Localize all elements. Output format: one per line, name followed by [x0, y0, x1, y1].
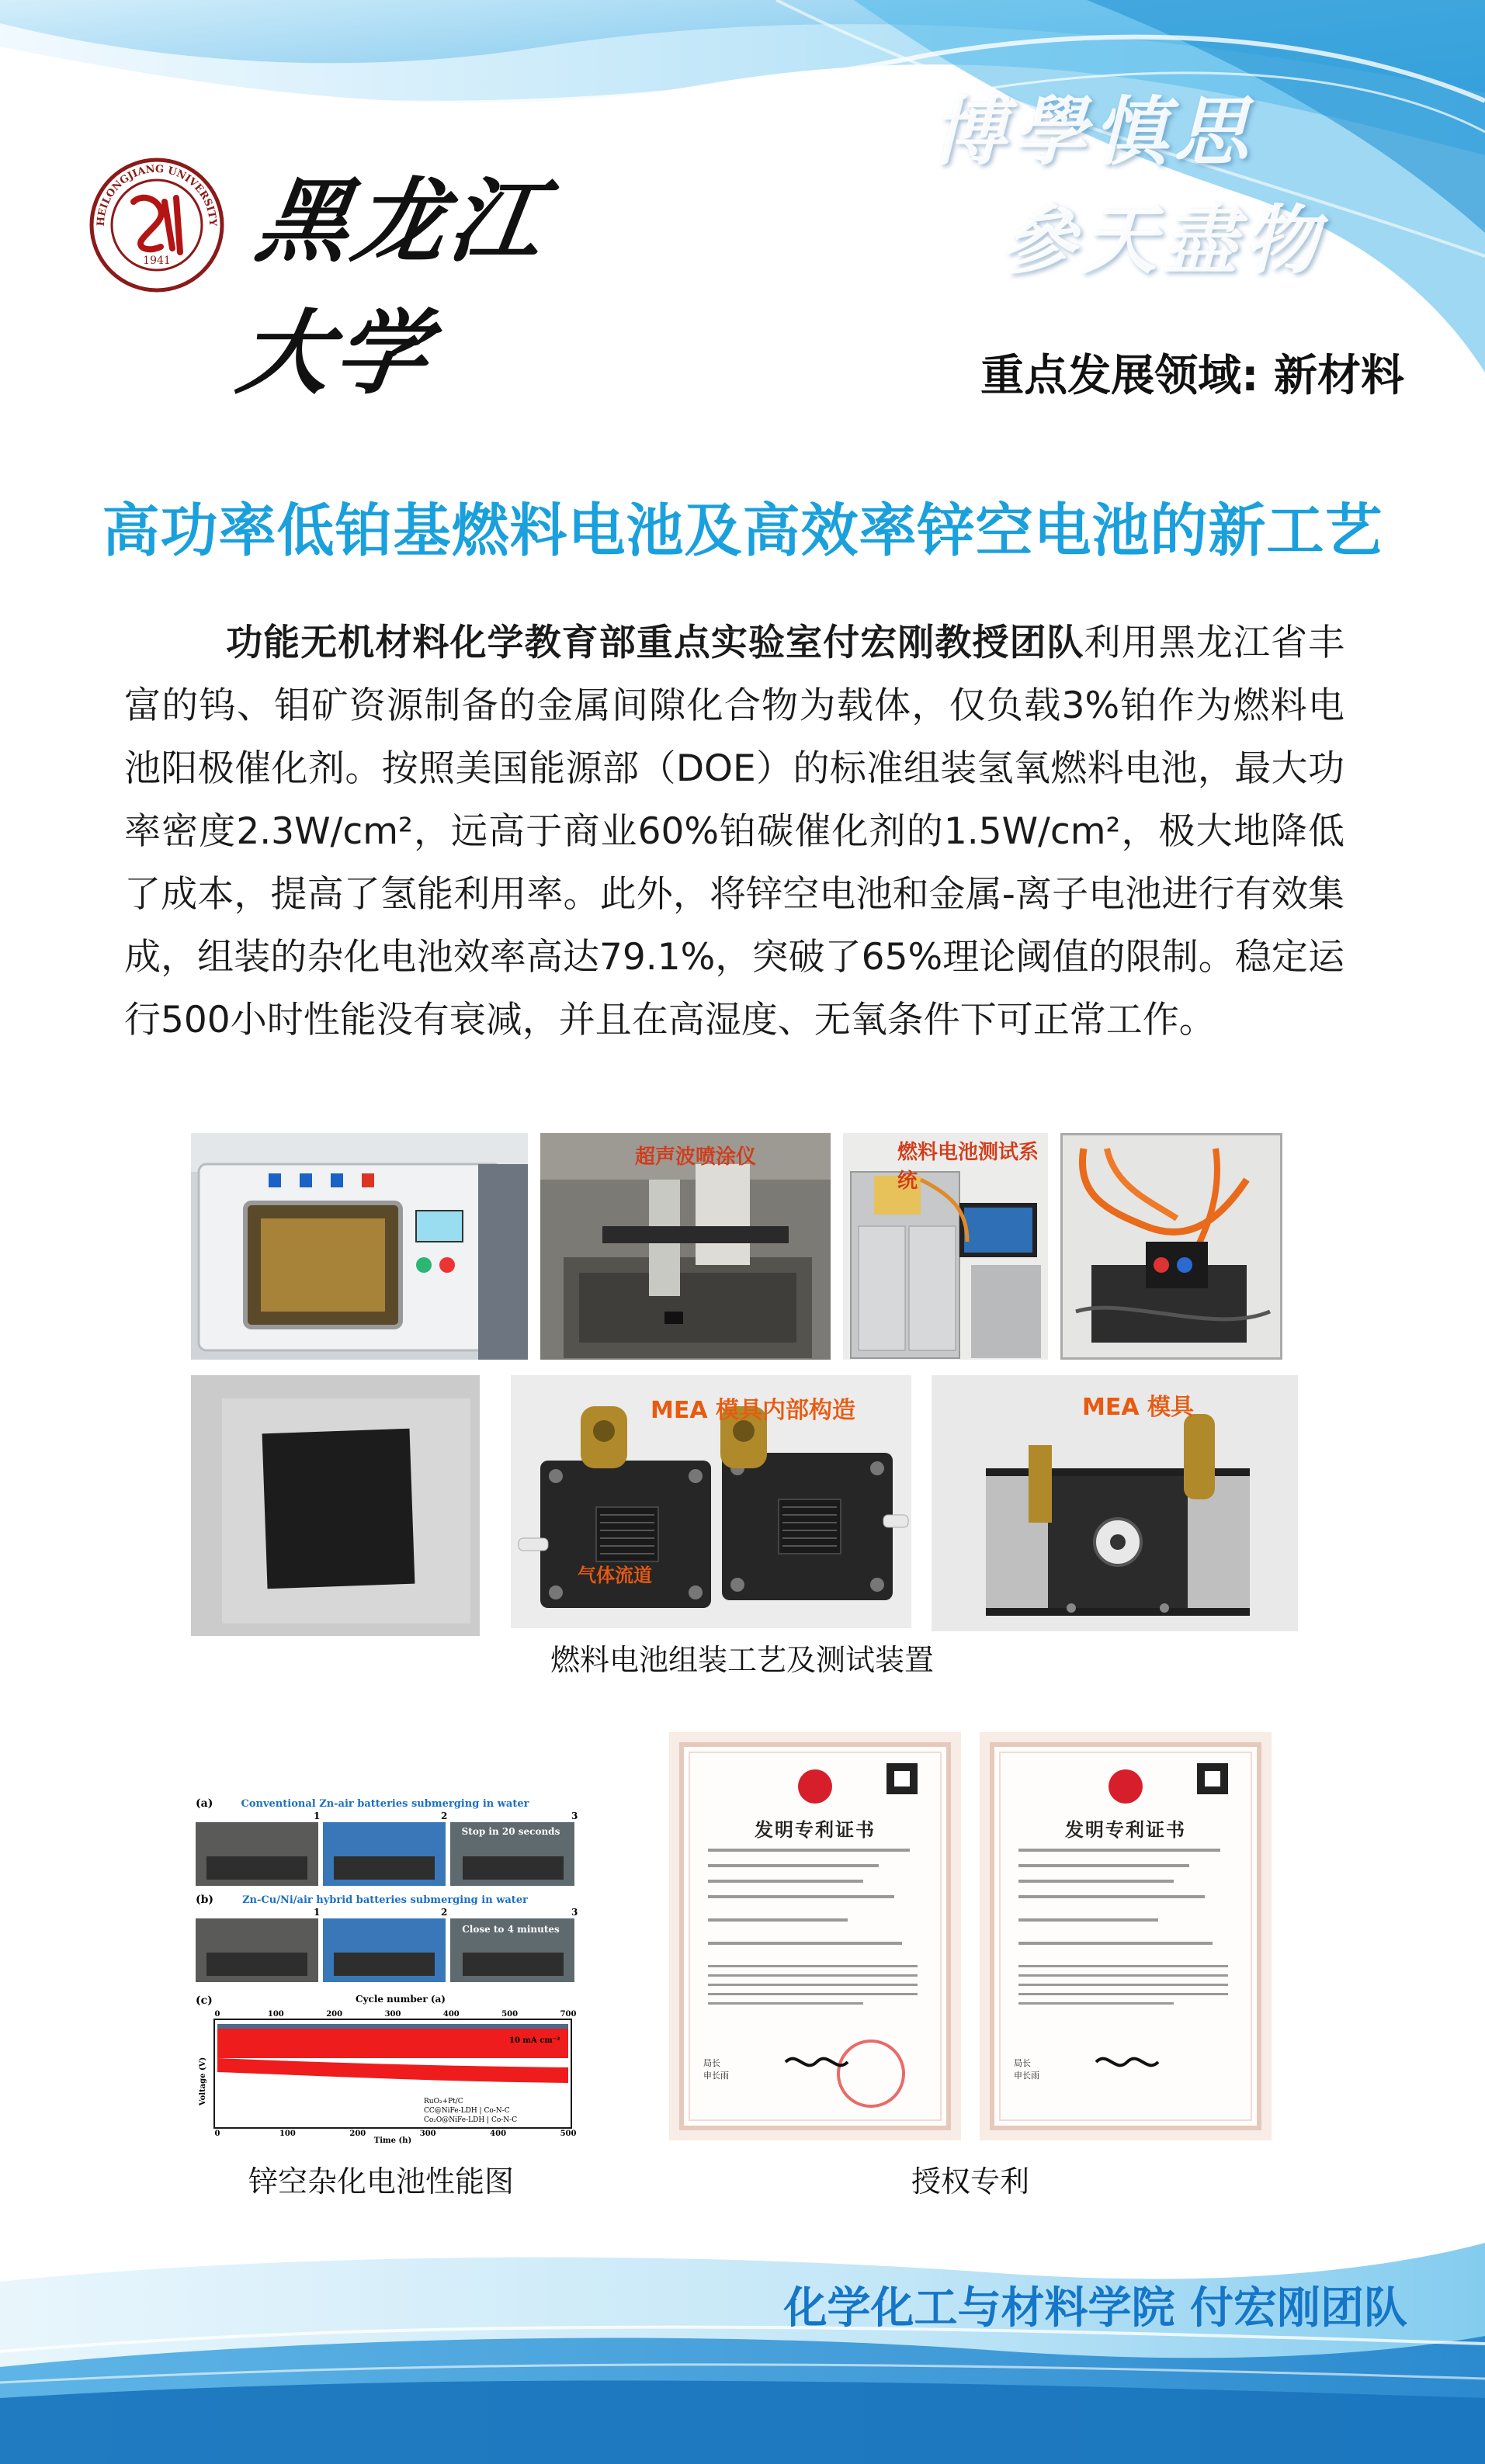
panel-a-step-3: 3	[571, 1811, 578, 1821]
panel-b-step-2: 2	[441, 1907, 448, 1918]
gas-channel-label: 气体流道	[578, 1565, 652, 1586]
panel-a-step-2: 2	[441, 1811, 448, 1821]
patent-1-title: 发明专利证书	[755, 1818, 876, 1841]
panel-b-title: Zn-Cu/Ni/air hybrid batteries submerging in water	[242, 1894, 528, 1906]
caption-patent: 授权专利	[911, 2164, 1029, 2199]
legend-item-1: RuO₂+Pt/C	[424, 2098, 463, 2105]
panel-c-label: (c)	[196, 1994, 213, 2007]
motto-line-2: 參天盡物	[1001, 196, 1324, 284]
bottom-axis-tick: 0	[214, 2130, 220, 2138]
patent-certificate-1	[669, 1732, 961, 2140]
photo-mea-mold	[932, 1375, 1298, 1631]
footer-wave-decoration	[0, 2220, 1485, 2464]
svg-text:HEILONGJIANG UNIVERSITY: HEILONGJIANG UNIVERSITY	[95, 163, 219, 227]
svg-text:1941: 1941	[143, 255, 171, 267]
legend-item-3: Co₂O@NiFe-LDH | Co-N-C	[424, 2116, 518, 2124]
focus-area-label: 重点发展领域: 新材料	[980, 351, 1404, 401]
panel-a-title: Conventional Zn-air batteries submerging in water	[241, 1798, 529, 1810]
team-label: 化学化工与材料学院 付宏刚团队	[783, 2283, 1407, 2334]
university-name-calligraphy	[231, 155, 613, 407]
panel-c-ylabel: Voltage (V)	[199, 2057, 207, 2106]
top-axis-tick: 300	[384, 2010, 401, 2019]
mea-mold-label: MEA 模具	[1082, 1394, 1195, 1421]
university-seal-logo	[87, 155, 227, 295]
mea-interior-label: MEA 模具内部构造	[651, 1397, 856, 1424]
body-text: 利用黑龙江省丰富的钨、钼矿资源制备的金属间隙化合物为载体，仅负载3%铂作为燃料电池阳极催化剂。按照美国能源部（DOE）的标准组装氢氧燃料电池，最大功率密度2.3W/cm²，远高于商业60%铂碳催化剂的1.5W/cm²，极大地降低了成本，提高了氢能利用率。此外，将锌空电池和金属-离子电池进行有效集成，组装的杂化电池效率高达79.1%，突破了65%理论阈值的限制。稳定运行500小时性能没有衰减，并且在高湿度、无氧条件下可正常工作。	[124, 622, 1345, 1041]
bottom-axis-tick: 500	[560, 2130, 577, 2138]
panel-a-step-1: 1	[314, 1811, 321, 1821]
panel-b-step-1: 1	[314, 1907, 321, 1918]
top-axis-tick: 700	[560, 2010, 577, 2019]
photo-spray-coating-machine	[191, 1133, 528, 1360]
photo-ultrasonic-spray	[540, 1133, 831, 1360]
panel-b-note: Close to 4 minutes	[462, 1924, 560, 1935]
photo-test-wiring	[1060, 1133, 1282, 1360]
motto-line-1: 博學慎思	[932, 88, 1254, 175]
panel-b-step-3: 3	[571, 1907, 578, 1918]
patent-1-footer: 局长 申长雨	[703, 2058, 729, 2081]
panel-c-top-axis-label: Cycle number (a)	[355, 1994, 446, 2005]
patent-2-title: 发明专利证书	[1065, 1818, 1186, 1841]
patent-2-footer: 局长 申长雨	[1014, 2058, 1039, 2081]
panel-b-label: (b)	[196, 1894, 214, 1906]
top-axis-tick: 100	[267, 2010, 284, 2019]
university-motto	[932, 78, 1397, 334]
top-axis-tick: 0	[214, 2010, 220, 2019]
bottom-axis-tick: 400	[490, 2130, 507, 2138]
panel-c-xlabel: Time (h)	[373, 2137, 412, 2143]
caption-battery: 锌空杂化电池性能图	[248, 2164, 514, 2199]
bottom-axis-tick: 300	[419, 2130, 436, 2138]
top-axis-tick: 500	[501, 2010, 519, 2019]
panel-a-label: (a)	[196, 1797, 213, 1810]
page-title: 高功率低铂基燃料电池及高效率锌空电池的新工艺	[102, 497, 1383, 564]
photo-fuel-cell-test-system	[843, 1133, 1048, 1360]
bottom-axis-tick: 200	[349, 2130, 366, 2138]
university-name: 黑龙江大学	[231, 167, 554, 407]
photo-mea-mold-interior	[511, 1375, 911, 1628]
top-axis-tick: 400	[442, 2010, 460, 2019]
top-axis-tick: 200	[326, 2010, 343, 2019]
patent-certificate-2	[980, 1732, 1272, 2140]
body-paragraph	[124, 612, 1344, 1052]
ultrasonic-spray-label: 超声波喷涂仪	[635, 1145, 757, 1169]
battery-performance-figure	[191, 1794, 579, 2143]
legend-item-2: CC@NiFe-LDH | Co-N-C	[424, 2107, 510, 2115]
body-lead: 功能无机材料化学教育部重点实验室付宏刚教授团队	[225, 622, 1084, 664]
fuel-cell-test-label: 燃料电池测试系统	[897, 1141, 1039, 1193]
caption-assembly: 燃料电池组装工艺及测试装置	[550, 1643, 934, 1677]
bottom-axis-tick: 100	[279, 2130, 296, 2138]
photo-mea-membrane	[191, 1375, 480, 1636]
panel-a-note: Stop in 20 seconds	[461, 1826, 560, 1837]
panel-c-note: 10 mA cm⁻²	[509, 2036, 560, 2045]
